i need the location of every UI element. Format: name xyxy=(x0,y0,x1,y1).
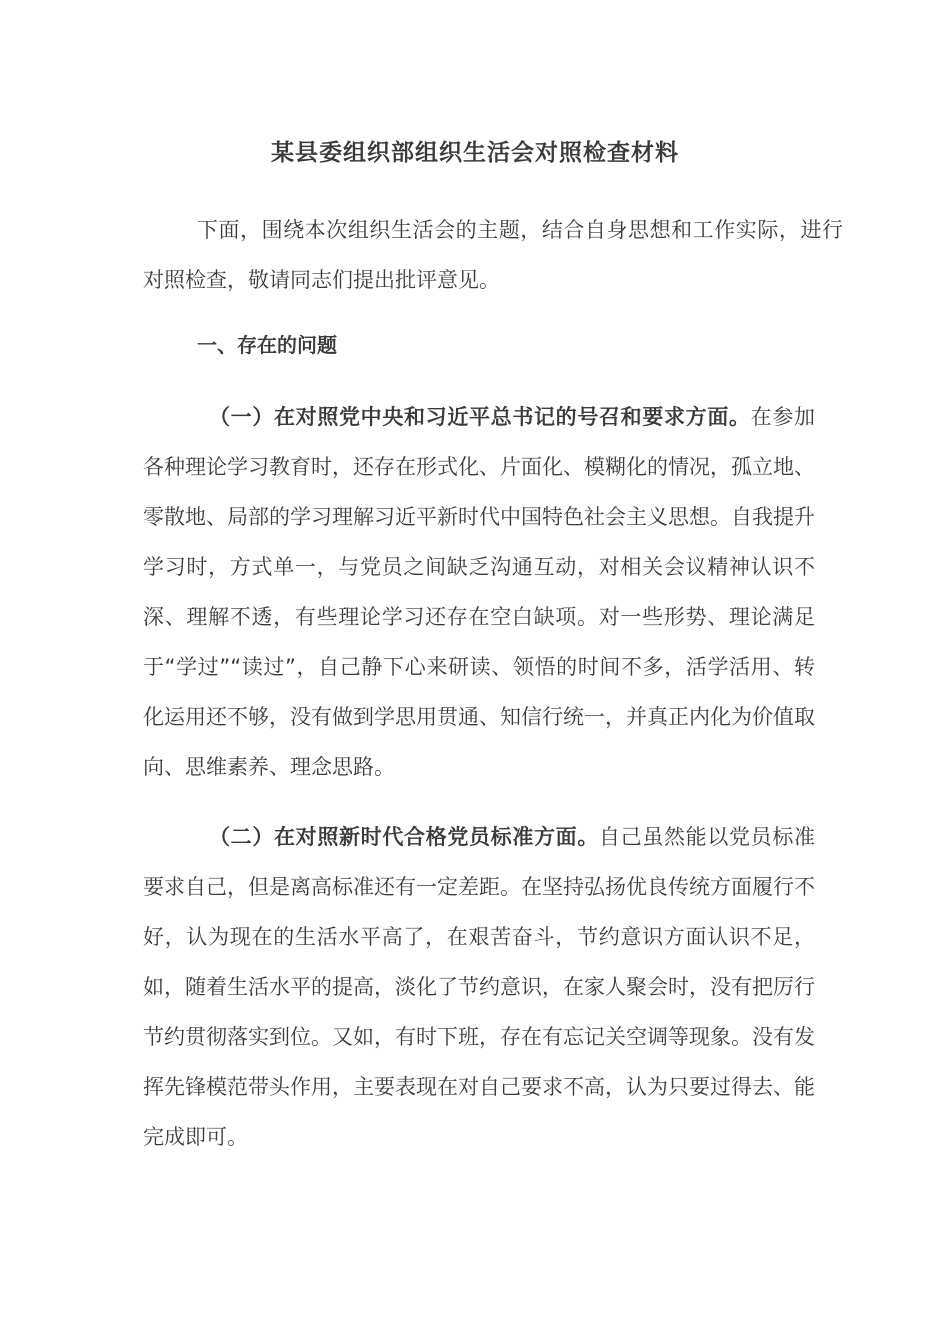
document-title: 某县委组织部组织生活会对照检查材料 xyxy=(271,140,679,166)
section-heading-problems: 一、存在的问题 xyxy=(197,333,337,357)
problem-paragraph-2 xyxy=(143,812,815,1162)
problem-paragraph-1-body: 在参加各种理论学习教育时，还存在形式化、片面化、模糊化的情况，孤立地、零散地、局部的学习理解习近平新时代中国特色社会主义思想。自我提升学习时，方式单一，与党员之间缺乏沟通互动，对相关会议精神认识不深、理解不透，有些理论学习还存在空白缺项。对一些形势、理论满足于“学过”“读过”，自己静下心来研读、领悟的时间不多，活学活用、转化运用还不够，没有做到学思用贯通、知信行统一，并真正内化为价值取向、思维素养、理念思路。 xyxy=(143,405,816,779)
problem-paragraph-2-lead: （二）在对照新时代合格党员标准方面。 xyxy=(209,825,599,849)
intro-paragraph: 下面，围绕本次组织生活会的主题，结合自身思想和工作实际，进行对照检查，敬请同志们提出批评意见。 xyxy=(143,218,843,292)
problem-paragraph-1 xyxy=(143,392,815,792)
problem-paragraph-1-lead: （一）在对照党中央和习近平总书记的号召和要求方面。 xyxy=(209,405,751,429)
problem-paragraph-2-body: 自己虽然能以党员标准要求自己，但是离高标准还有一定差距。在坚持弘扬优良传统方面履行不好，认为现在的生活水平高了，在艰苦奋斗，节约意识方面认识不足，如，随着生活水平的提高，淡化了节约意识，在家人聚会时，没有把厉行节约贯彻落实到位。又如，有时下班，存在有忘记关空调等现象。没有发挥先锋模范带头作用，主要表现在对自己要求不高，认为只要过得去、能完成即可。 xyxy=(143,825,815,1149)
